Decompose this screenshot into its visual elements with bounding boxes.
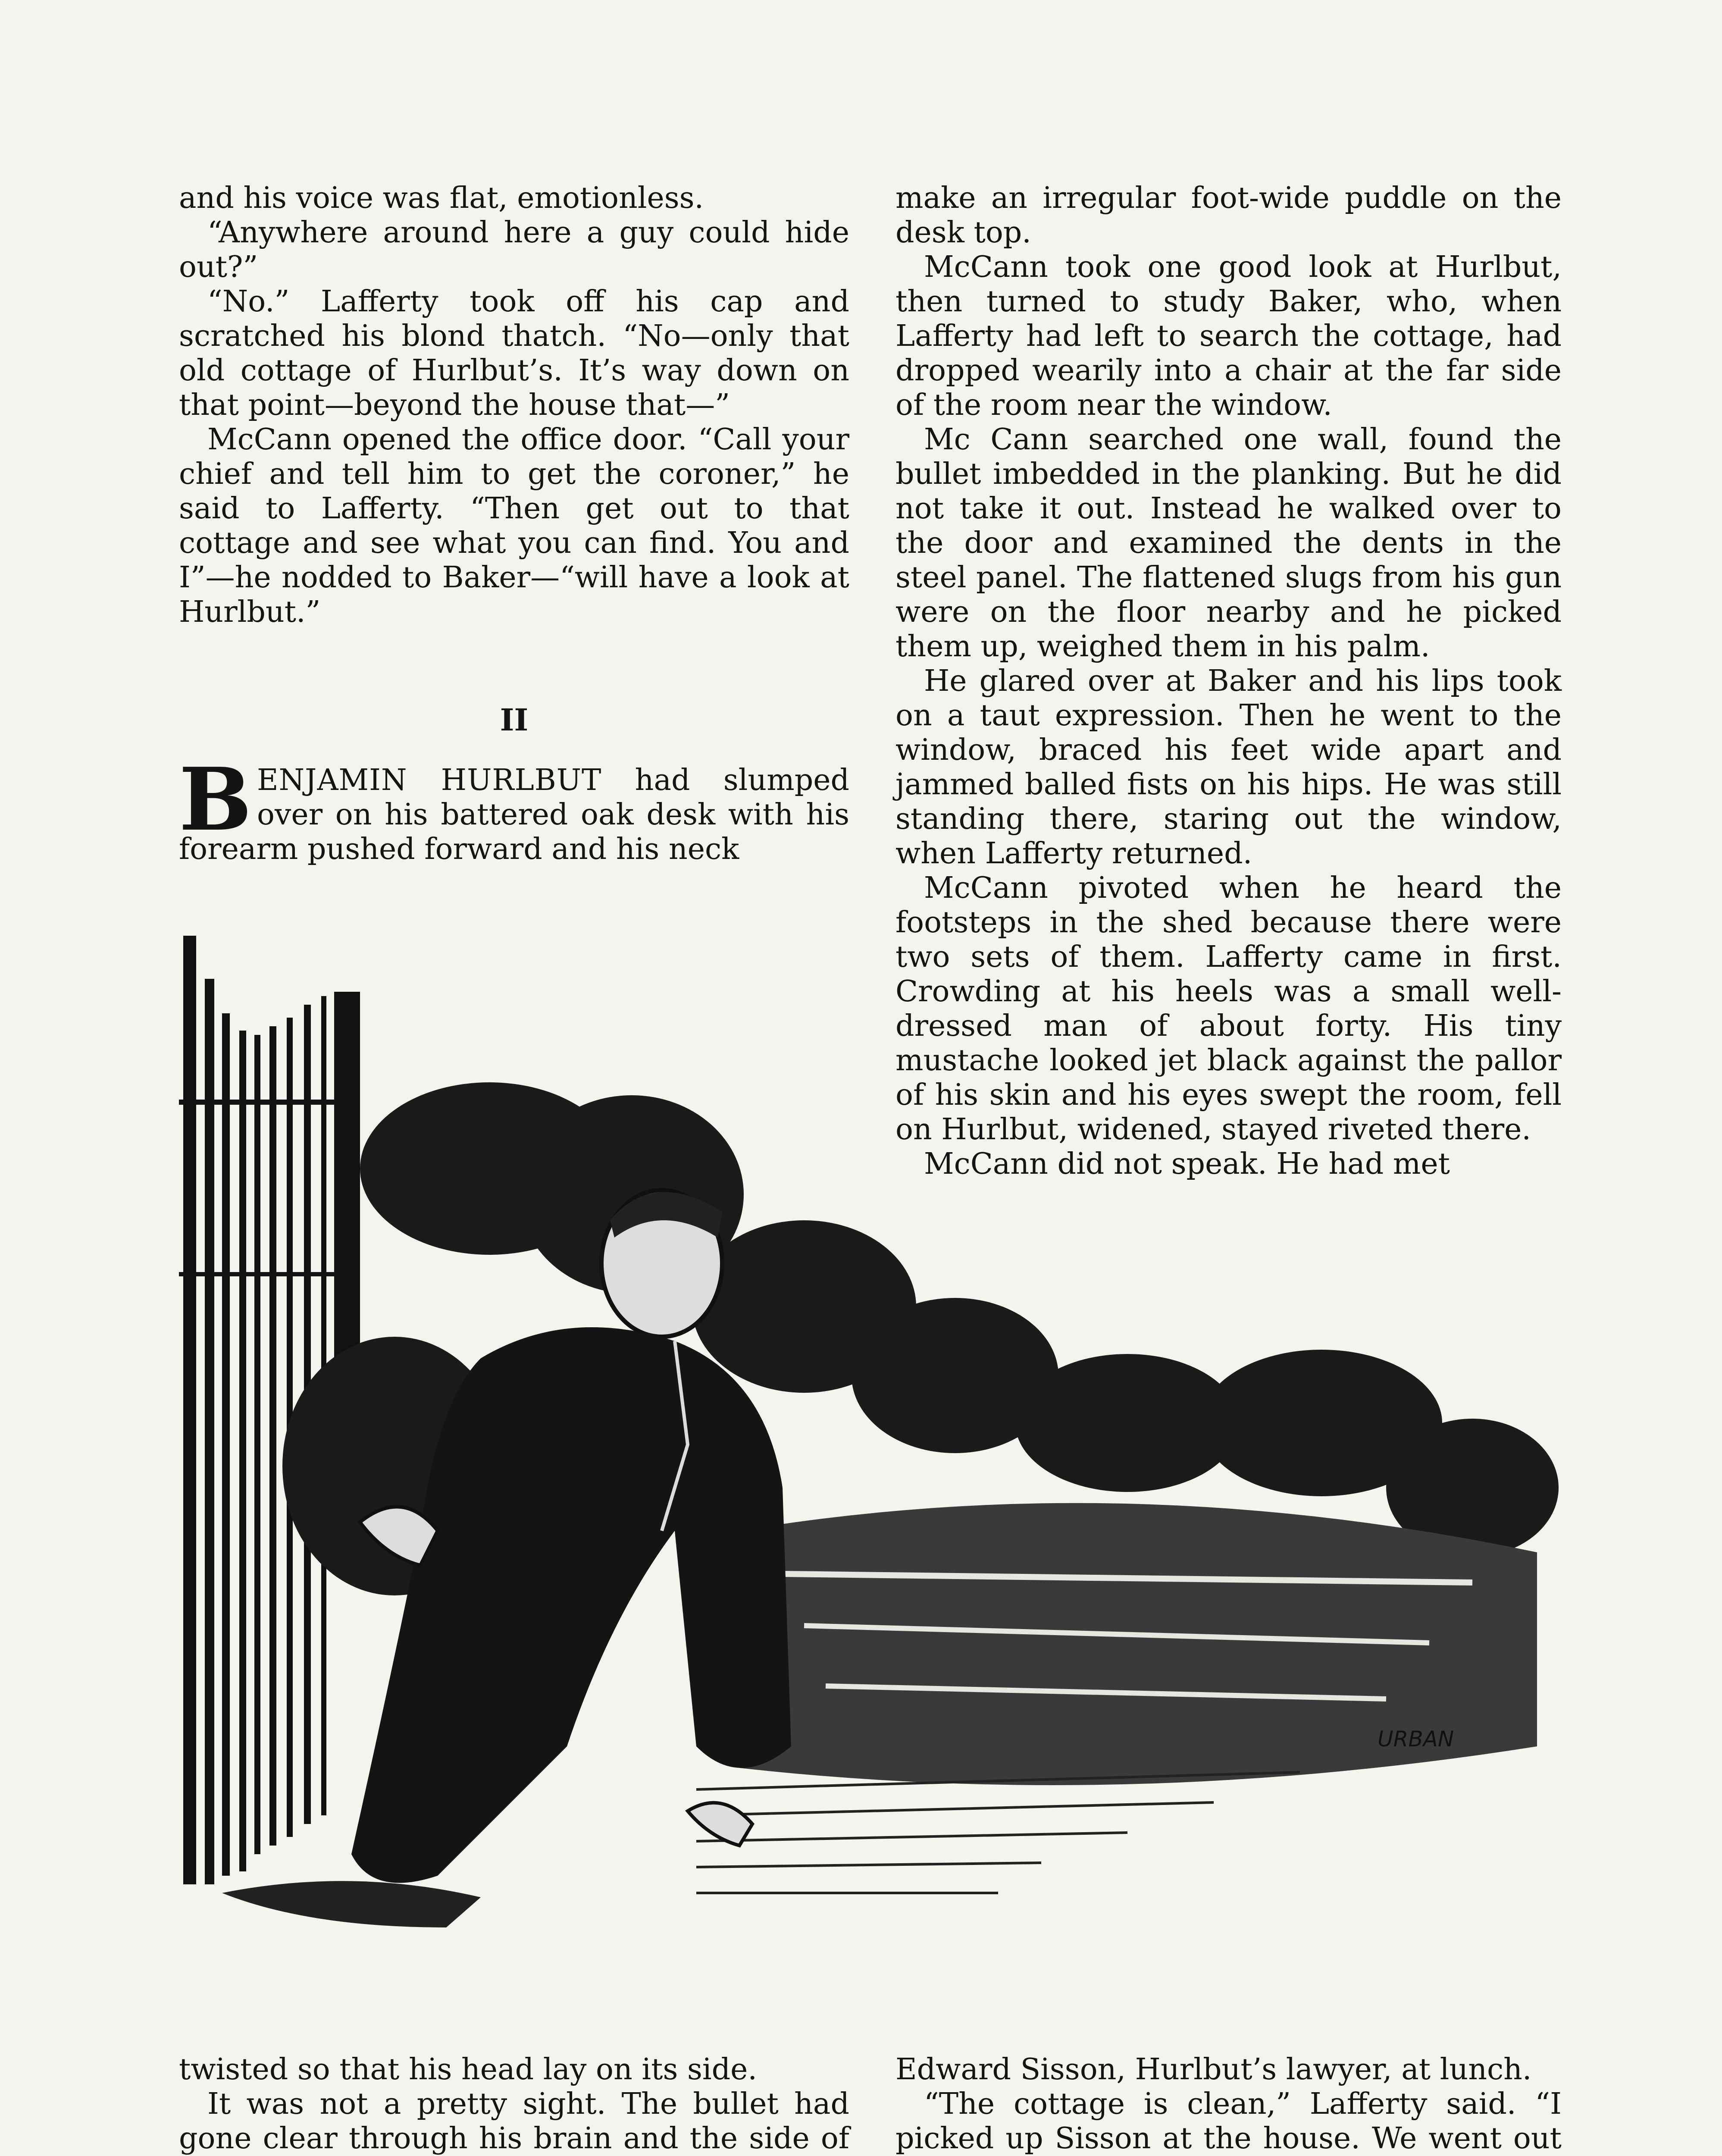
text-column-left-top — [179, 181, 849, 867]
lead-caps: ENJAMIN HURLBUT — [257, 763, 602, 797]
paragraph: “No.” Lafferty took off his cap and scratched his blond thatch. “No—only that old cottage of Hurlbut’s. It’s way down on that point—beyond the house that—” — [179, 285, 849, 422]
paragraph: McCann pivoted when he heard the footsteps in the shed because there were two sets of them. Lafferty came in first. Crowding at his heels was a small well-dressed man of about forty. His tiny mustache looked jet black against the pallor of his skin and his eyes swept the room, fell on Hurlbut, widened, stayed riveted there. — [895, 871, 1562, 1147]
paragraph: make an irregular foot-wide puddle on the desk top. — [895, 181, 1562, 250]
section-heading: II — [500, 702, 529, 738]
text-column-right-bottom — [895, 2053, 1562, 2156]
paragraph: McCann did not speak. He had met — [924, 1147, 1450, 1181]
paragraph: and his voice was flat, emotionless. — [179, 181, 704, 215]
story-illustration — [179, 927, 1563, 2031]
text-column-left-bottom — [179, 2053, 849, 2156]
paragraph: “The cottage is clean,” Lafferty said. “I picked up Sisson at the house. We went out — [895, 2087, 1562, 2156]
paragraph: He glared over at Baker and his lips took on a taut expression. Then he went to the window, braced his feet wide apart and jammed balled fists on his hips. He was still standing there, staring out the window, when Lafferty returned. — [895, 664, 1562, 871]
ground-hatching — [696, 1772, 1300, 1893]
chapter-opening-paragraph — [179, 749, 849, 867]
drop-cap: B — [179, 749, 252, 850]
paragraph: twisted so that his head lay on its side. — [179, 2053, 758, 2087]
paragraph: “Anywhere around here a guy could hide out?” — [179, 216, 849, 284]
paragraph: McCann took one good look at Hurlbut, then turned to study Baker, who, when Lafferty had left to search the cottage, had dropped wearily into a chair at the far side of the room near the window. — [895, 250, 1562, 422]
paragraph: McCann opened the office door. “Call your chief and tell him to get the coroner,” he said to Lafferty. “Then get out to that cottage and see what you can find. You and I”—he nodded to Baker—“will have a look at Hurlbut.” — [179, 423, 849, 629]
paragraph: Mc Cann searched one wall, found the bullet imbedded in the planking. But he did not take it out. Instead he walked over to the door and examined the dents in the steel panel. The flattened slugs from his gun were on the floor nearby and he picked them up, weighed them in his palm. — [895, 423, 1562, 664]
paragraph: Edward Sisson, Hurlbut’s lawyer, at lunch. — [895, 2053, 1532, 2087]
artist-signature: URBAN — [1378, 1727, 1454, 1752]
lead-text: had slumped over on his battered oak desk with his forearm pushed forward and his neck — [179, 763, 849, 866]
paragraph: It was not a pretty sight. The bullet had gone clear through his brain and the side of — [179, 2087, 849, 2156]
